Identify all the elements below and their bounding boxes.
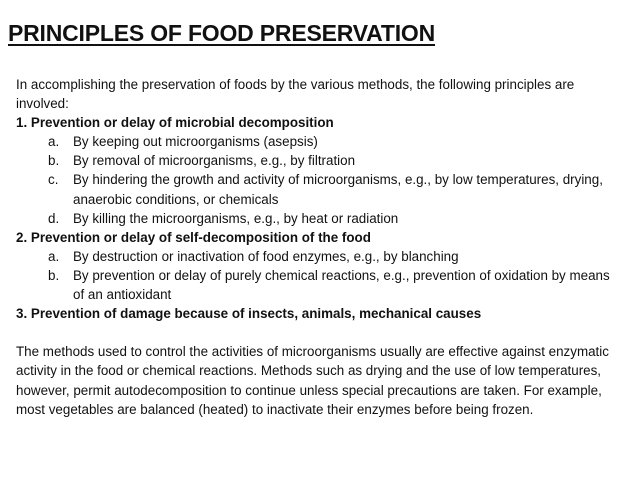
list-item-text: By killing the microorganisms, e.g., by heat or radiation [73, 210, 399, 226]
list-item-text: By destruction or inactivation of food enzymes, e.g., by blanching [73, 248, 459, 264]
list-item [16, 151, 621, 170]
section-heading-self-decomposition: 2. Prevention or delay of self-decomposition of the food [16, 229, 371, 245]
slide-body [16, 75, 621, 419]
list-item [16, 170, 621, 208]
list-item-text: By hindering the growth and activity of microorganisms, e.g., by low temperatures, drying, anaerobic conditions, or chemicals [73, 172, 603, 207]
list-item [16, 209, 621, 228]
section-heading-microbial: 1. Prevention or delay of microbial decomposition [16, 115, 334, 131]
list-item-text: By prevention or delay of purely chemical reactions, e.g., prevention of oxidation by means of an antioxidant [73, 267, 610, 303]
list-item [16, 132, 621, 151]
list-item [16, 247, 621, 266]
list-item-letter: d. [48, 210, 60, 226]
list-item-letter: b. [48, 267, 60, 283]
closing-paragraph: The methods used to control the activities of microorganisms usually are effective against enzymatic activity in the food or chemical reactions. Methods such as drying and the use of low temperatures, however, permit autodecomposition to continue unless special precautions are taken. For example, most vegetables are balanced (heated) to inactivate their enzymes before being frozen. [16, 344, 609, 417]
list-item-letter: b. [48, 153, 60, 169]
list-item-letter: a. [48, 134, 60, 150]
list-item-letter: a. [48, 248, 60, 264]
section-heading-damage: 3. Prevention of damage because of insects, animals, mechanical causes [16, 306, 482, 322]
list-item-text: By keeping out microorganisms (asepsis) [73, 134, 318, 150]
intro-paragraph: In accomplishing the preservation of foods by the various methods, the following principles are involved: [16, 77, 575, 112]
list-item-text: By removal of microorganisms, e.g., by filtration [73, 153, 356, 169]
slide-title: PRINCIPLES OF FOOD PRESERVATION [8, 20, 436, 46]
list-item-letter: c. [48, 172, 59, 188]
list-item [16, 266, 621, 304]
